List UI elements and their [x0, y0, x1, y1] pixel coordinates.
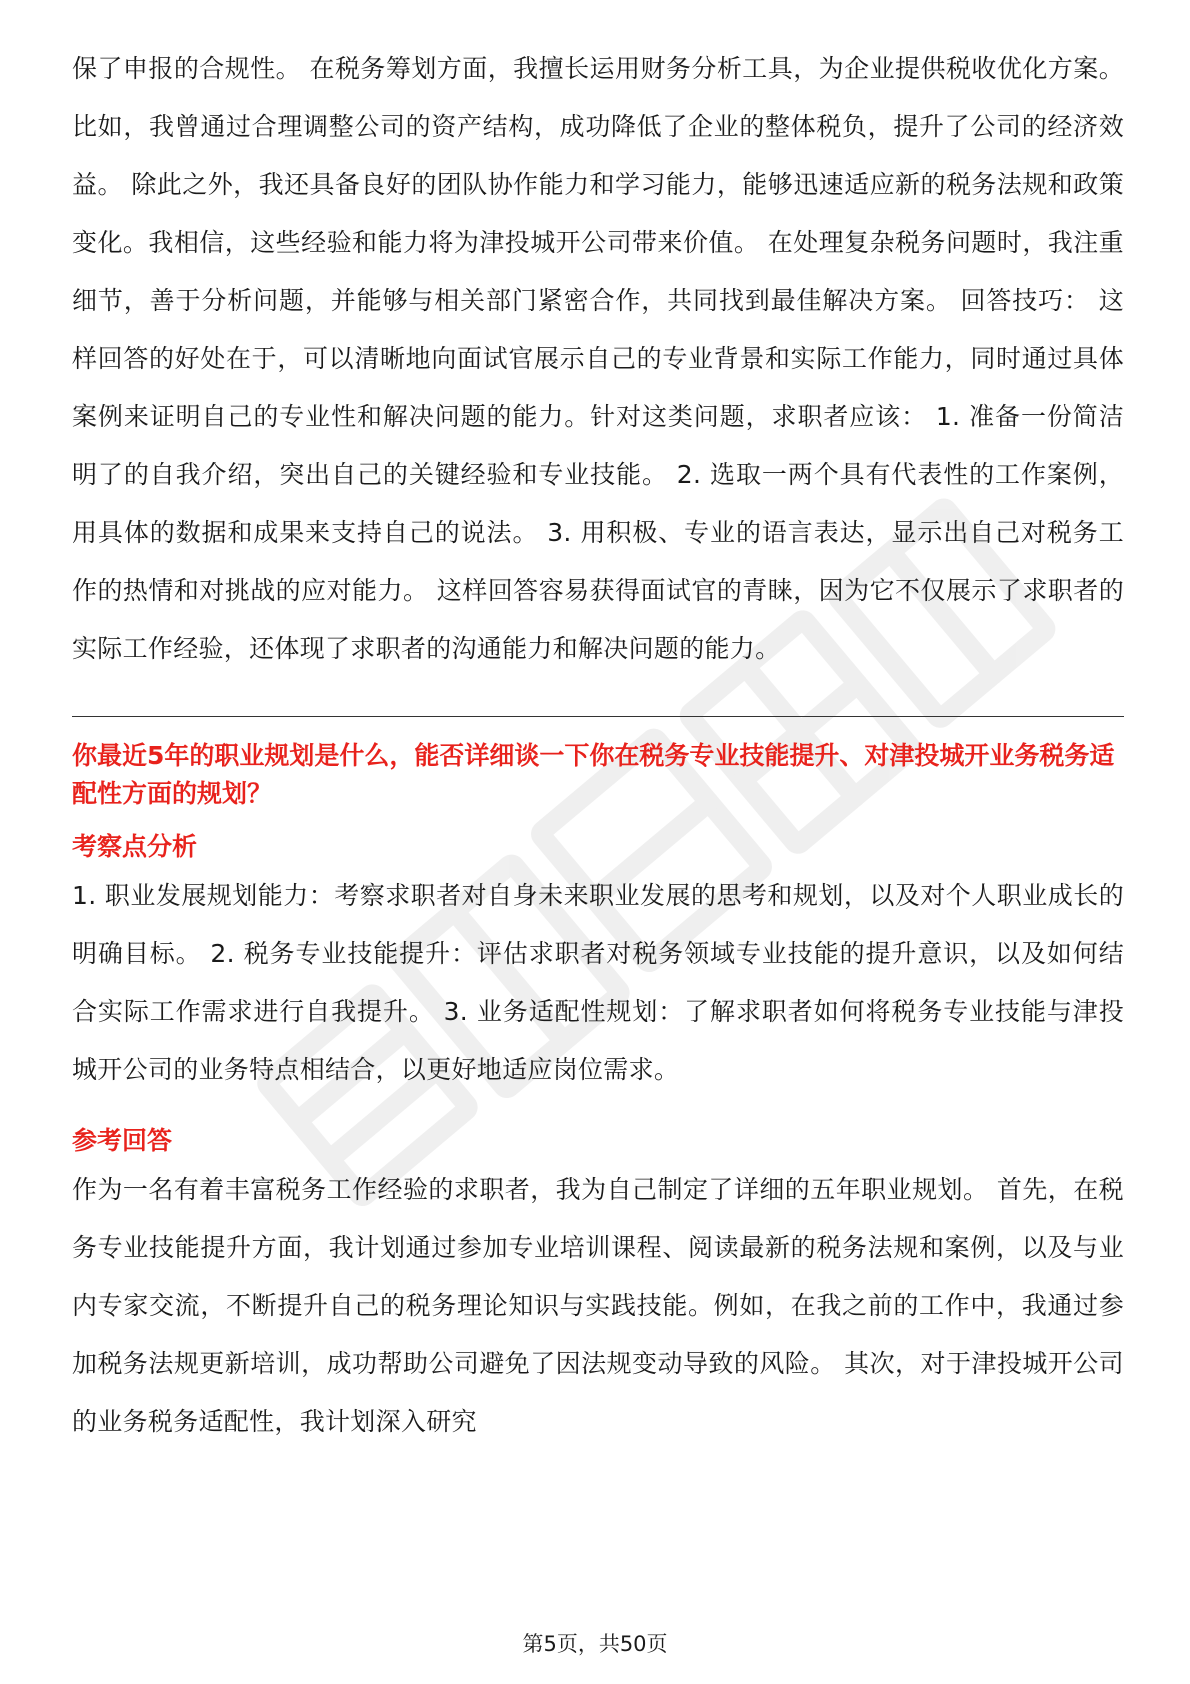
question-heading: 你最近5年的职业规划是什么，能否详细谈一下你在税务专业技能提升、对津投城开业务税务适配性方面的规划？	[72, 741, 1115, 808]
answer-paragraph: 作为一名有着丰富税务工作经验的求职者，我为自己制定了详细的五年职业规划。 首先，在税务专业技能提升方面，我计划通过参加专业培训课程、阅读最新的税务法规和案例，以及与业内专家交流，不断提升自己的税务理论知识与实践技能。例如，在我之前的工作中，我通过参加税务法规更新培训，成功帮助公司避免了因法规变动导致的风险。 其次，对于津投城开公司的业务税务适配性，我计划深入研究	[72, 1175, 1124, 1436]
answer-title: 参考回答	[72, 1126, 173, 1155]
analysis-title: 考察点分析	[72, 832, 198, 861]
intro-paragraph: 保了申报的合规性。 在税务筹划方面，我擅长运用财务分析工具，为企业提供税收优化方案。比如，我曾通过合理调整公司的资产结构，成功降低了企业的整体税负，提升了公司的经济效益。 除此之外，我还具备良好的团队协作能力和学习能力，能够迅速适应新的税务法规和政策变化。我相信，这些经验和能力将为津投城开公司带来价值。 在处理复杂税务问题时，我注重细节，善于分析问题，并能够与相关部门紧密合作，共同找到最佳解决方案。 回答技巧： 这样回答的好处在于，可以清晰地向面试官展示自己的专业背景和实际工作能力，同时通过具体案例来证明自己的专业性和解决问题的能力。针对这类问题，求职者应该： 1. 准备一份简洁明了的自我介绍，突出自己的关键经验和专业技能。 2. 选取一两个具有代表性的工作案例，用具体的数据和成果来支持自己的说法。 3. 用积极、专业的语言表达，显示出自己对税务工作的热情和对挑战的应对能力。 这样回答容易获得面试官的青睐，因为它不仅展示了求职者的实际工作经验，还体现了求职者的沟通能力和解决问题的能力。	[72, 54, 1124, 663]
document-page	[72, 40, 1124, 1451]
page-number: 第5页，共50页	[522, 1632, 668, 1656]
analysis-paragraph: 1. 职业发展规划能力：考察求职者对自身未来职业发展的思考和规划，以及对个人职业成长的明确目标。 2. 税务专业技能提升：评估求职者对税务领域专业技能的提升意识，以及如何结合实际工作需求进行自我提升。 3. 业务适配性规划：了解求职者如何将税务专业技能与津投城开公司的业务特点相结合，以更好地适应岗位需求。	[72, 881, 1124, 1084]
section-divider	[72, 716, 1124, 717]
